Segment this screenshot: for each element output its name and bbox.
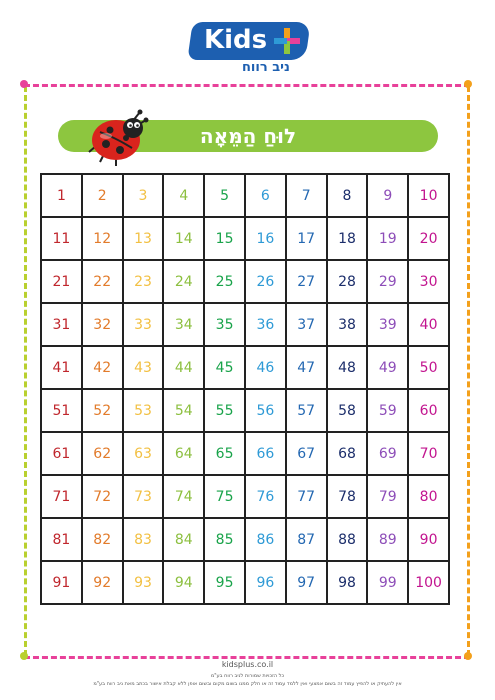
number-cell: 47 xyxy=(287,347,328,390)
frame-corner-dot xyxy=(464,80,472,88)
ladybug-icon xyxy=(86,108,150,168)
number-cell: 58 xyxy=(328,390,369,433)
number-cell: 37 xyxy=(287,304,328,347)
number-cell: 23 xyxy=(124,261,165,304)
number-cell: 72 xyxy=(83,476,124,519)
number-cell: 91 xyxy=(42,562,83,605)
number-cell: 73 xyxy=(124,476,165,519)
kids-plus-logo xyxy=(190,22,308,75)
number-cell: 63 xyxy=(124,433,165,476)
number-cell: 85 xyxy=(205,519,246,562)
number-cell: 84 xyxy=(164,519,205,562)
frame-top-border xyxy=(24,84,470,87)
number-cell: 68 xyxy=(328,433,369,476)
number-cell: 38 xyxy=(328,304,369,347)
number-cell: 5 xyxy=(205,175,246,218)
number-cell: 57 xyxy=(287,390,328,433)
number-cell: 2 xyxy=(83,175,124,218)
number-cell: 90 xyxy=(409,519,450,562)
number-cell: 93 xyxy=(124,562,165,605)
number-cell: 15 xyxy=(205,218,246,261)
number-cell: 74 xyxy=(164,476,205,519)
number-cell: 88 xyxy=(328,519,369,562)
number-cell: 80 xyxy=(409,476,450,519)
number-cell: 14 xyxy=(164,218,205,261)
number-cell: 81 xyxy=(42,519,83,562)
number-cell: 61 xyxy=(42,433,83,476)
number-cell: 39 xyxy=(368,304,409,347)
number-cell: 44 xyxy=(164,347,205,390)
footer-legal-notice: אין להעתיק או להפיץ עמוד זה בשום אמצעי ואין ללמד עמוד זה או חלק ממנו בשום מקום ובשום אופן ללא קבלת אישור בכתב מאת ניב רווח בע"מ xyxy=(93,681,402,687)
number-cell: 29 xyxy=(368,261,409,304)
frame-bottom-border xyxy=(24,656,470,659)
number-cell: 20 xyxy=(409,218,450,261)
number-cell: 17 xyxy=(287,218,328,261)
number-cell: 13 xyxy=(124,218,165,261)
number-cell: 45 xyxy=(205,347,246,390)
number-cell: 87 xyxy=(287,519,328,562)
number-cell: 66 xyxy=(246,433,287,476)
number-cell: 94 xyxy=(164,562,205,605)
page-title: לוּחַ הַמֵּאָה xyxy=(199,124,297,148)
number-cell: 100 xyxy=(409,562,450,605)
number-cell: 67 xyxy=(287,433,328,476)
number-cell: 92 xyxy=(83,562,124,605)
number-cell: 30 xyxy=(409,261,450,304)
number-cell: 99 xyxy=(368,562,409,605)
number-cell: 28 xyxy=(328,261,369,304)
number-cell: 33 xyxy=(124,304,165,347)
number-cell: 76 xyxy=(246,476,287,519)
number-cell: 6 xyxy=(246,175,287,218)
number-cell: 54 xyxy=(164,390,205,433)
number-cell: 56 xyxy=(246,390,287,433)
number-cell: 95 xyxy=(205,562,246,605)
frame-corner-dot xyxy=(464,652,472,660)
number-cell: 51 xyxy=(42,390,83,433)
number-cell: 22 xyxy=(83,261,124,304)
frame-right-border xyxy=(467,86,470,656)
number-cell: 77 xyxy=(287,476,328,519)
number-cell: 69 xyxy=(368,433,409,476)
logo-subtitle: ניב רווח xyxy=(242,60,290,75)
number-cell: 18 xyxy=(328,218,369,261)
number-cell: 7 xyxy=(287,175,328,218)
number-cell: 60 xyxy=(409,390,450,433)
number-cell: 82 xyxy=(83,519,124,562)
number-cell: 27 xyxy=(287,261,328,304)
number-cell: 3 xyxy=(124,175,165,218)
number-cell: 75 xyxy=(205,476,246,519)
number-cell: 32 xyxy=(83,304,124,347)
number-cell: 62 xyxy=(83,433,124,476)
footer-url: kidsplus.co.il xyxy=(221,660,274,669)
number-cell: 34 xyxy=(164,304,205,347)
number-cell: 49 xyxy=(368,347,409,390)
number-cell: 26 xyxy=(246,261,287,304)
logo-text: Kids xyxy=(204,25,268,55)
number-cell: 96 xyxy=(246,562,287,605)
number-cell: 40 xyxy=(409,304,450,347)
number-cell: 41 xyxy=(42,347,83,390)
footer-copyright: כל הזכויות שמורות לניב רווח בע"מ xyxy=(210,673,285,679)
number-cell: 83 xyxy=(124,519,165,562)
number-cell: 98 xyxy=(328,562,369,605)
number-cell: 11 xyxy=(42,218,83,261)
number-cell: 70 xyxy=(409,433,450,476)
plus-icon xyxy=(274,28,300,54)
number-cell: 79 xyxy=(368,476,409,519)
number-cell: 24 xyxy=(164,261,205,304)
number-cell: 19 xyxy=(368,218,409,261)
number-cell: 65 xyxy=(205,433,246,476)
number-cell: 9 xyxy=(368,175,409,218)
number-cell: 53 xyxy=(124,390,165,433)
number-cell: 50 xyxy=(409,347,450,390)
frame-left-border xyxy=(24,86,27,656)
frame-corner-dot xyxy=(20,80,28,88)
frame-corner-dot xyxy=(20,652,28,660)
number-cell: 59 xyxy=(368,390,409,433)
number-cell: 46 xyxy=(246,347,287,390)
number-cell: 52 xyxy=(83,390,124,433)
number-cell: 42 xyxy=(83,347,124,390)
number-cell: 35 xyxy=(205,304,246,347)
number-cell: 78 xyxy=(328,476,369,519)
number-cell: 10 xyxy=(409,175,450,218)
number-cell: 71 xyxy=(42,476,83,519)
number-cell: 36 xyxy=(246,304,287,347)
number-cell: 64 xyxy=(164,433,205,476)
number-cell: 8 xyxy=(328,175,369,218)
number-cell: 48 xyxy=(328,347,369,390)
number-cell: 86 xyxy=(246,519,287,562)
number-cell: 25 xyxy=(205,261,246,304)
number-cell: 55 xyxy=(205,390,246,433)
number-cell: 1 xyxy=(42,175,83,218)
number-cell: 21 xyxy=(42,261,83,304)
number-cell: 31 xyxy=(42,304,83,347)
number-cell: 89 xyxy=(368,519,409,562)
hundred-chart-grid xyxy=(40,173,450,605)
number-cell: 12 xyxy=(83,218,124,261)
number-cell: 43 xyxy=(124,347,165,390)
number-cell: 97 xyxy=(287,562,328,605)
number-cell: 16 xyxy=(246,218,287,261)
number-cell: 4 xyxy=(164,175,205,218)
